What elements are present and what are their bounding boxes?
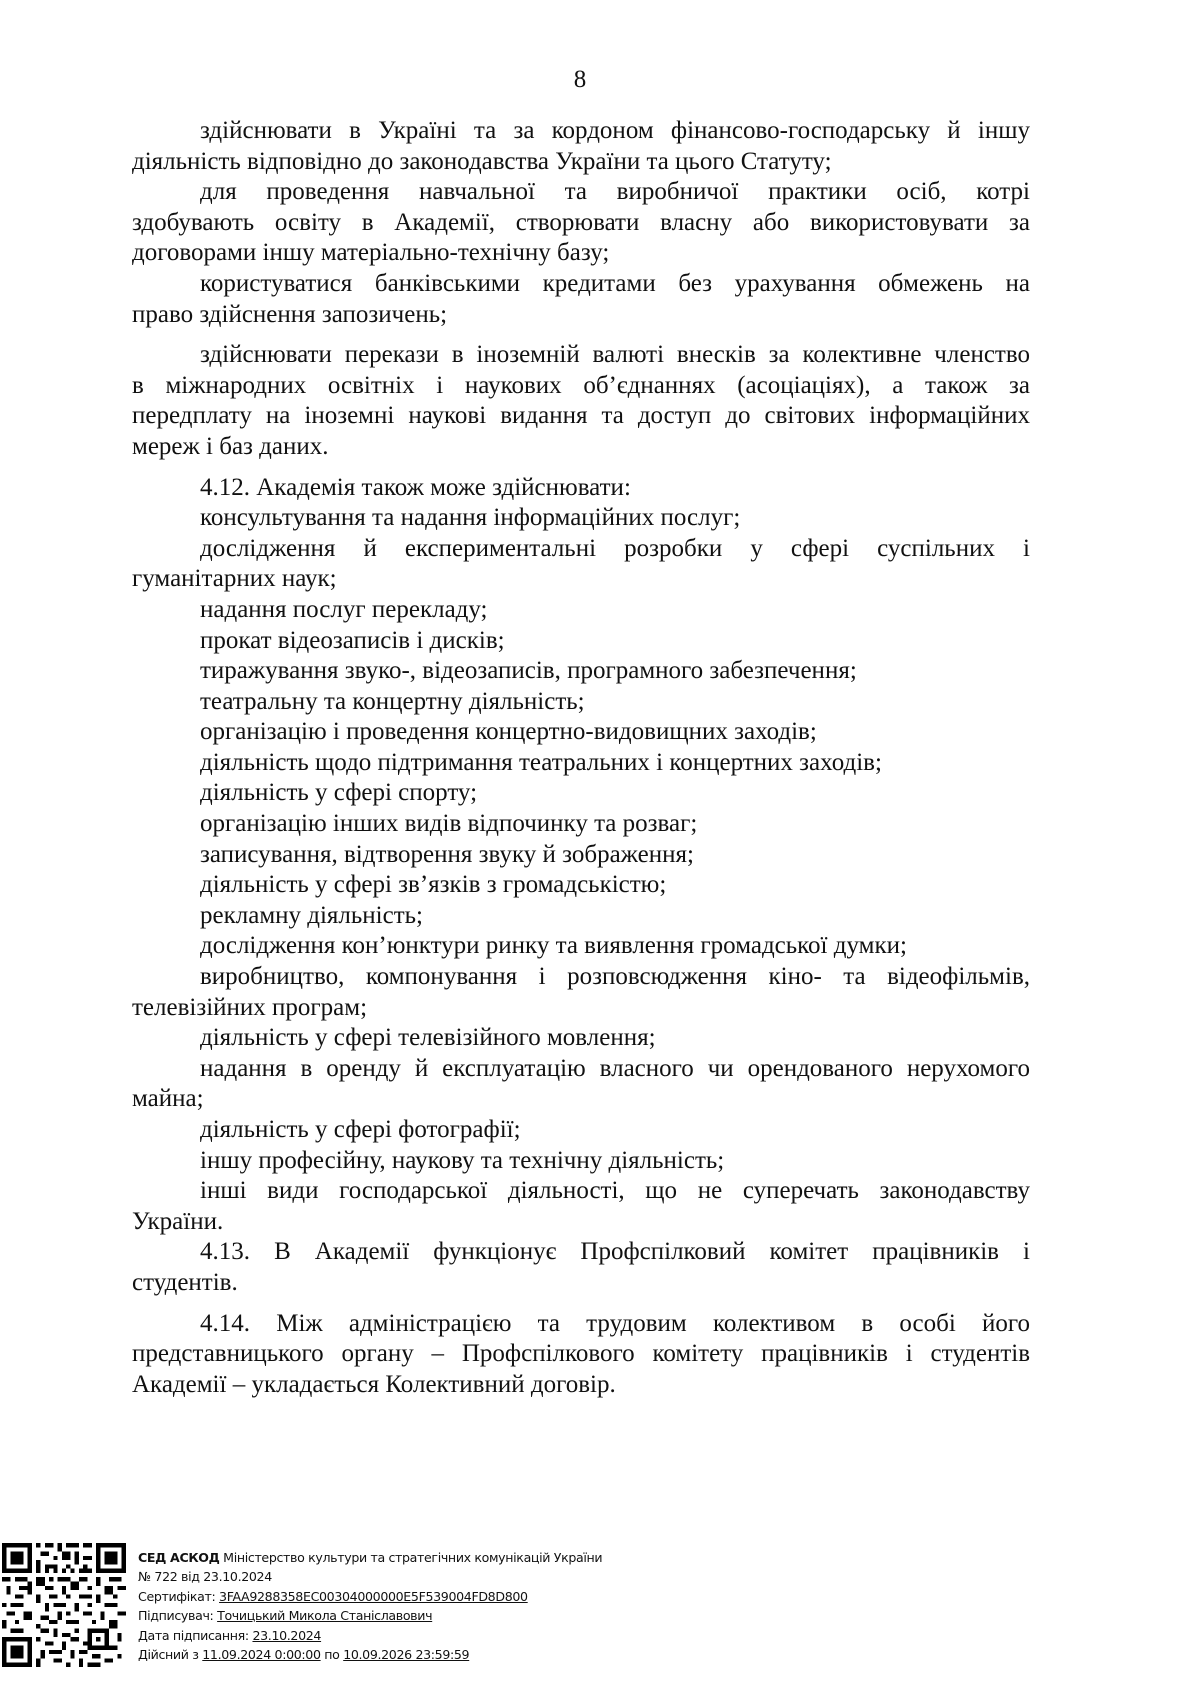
e-signature-stamp [0,1540,700,1680]
certificate-line [138,1587,602,1606]
body-line: право здійснення запозичень; [132,300,448,328]
ministry-name: Міністерство культури та стратегічних комунікацій України [223,1550,603,1565]
section-heading-4-12: 4.12. Академія також може здійснювати: [200,473,631,501]
body-line: для проведення навчальної та виробничої практики осіб, котрі [200,178,1030,206]
section-4-14-line: представницького органу – Профспілкового комітету працівників і студентів [132,1340,1030,1368]
body-line: користуватися банківськими кредитами без урахування обмежень на [200,269,1030,297]
body-line: договорами іншу матеріально-технічну базу; [132,239,610,267]
list-item: консультування та надання інформаційних послуг; [200,504,741,532]
signer-value: Точицький Микола Станіславович [217,1608,433,1624]
registration-number: № 722 від 23.10.2024 [138,1569,272,1585]
body-line: мереж і баз даних. [132,432,329,460]
stamp-system-line [138,1548,602,1567]
list-item: дослідження й експериментальні розробки у сфері суспільних і [200,534,1030,562]
body-line: передплату на іноземні наукові видання та доступ до світових інформаційних [132,402,1030,430]
qr-code-icon [2,1543,126,1667]
sign-date-line [138,1626,602,1645]
sign-date-label: Дата підписання: [138,1627,249,1643]
list-item: гуманітарних наук; [132,565,337,593]
page-number: 8 [573,66,587,93]
list-item: діяльність у сфері спорту; [200,779,478,807]
list-item: надання послуг перекладу; [200,595,488,623]
body-line: діяльність відповідно до законодавства України та цього Статуту; [132,147,832,175]
body-line: здійснювати в Україні та за кордоном фінансово-господарську й іншу [200,117,1030,144]
section-4-13-line: студентів. [132,1268,238,1296]
valid-from: 11.09.2024 0:00:00 [202,1647,321,1663]
list-item: надання в оренду й експлуатацію власного чи орендованого нерухомого [200,1054,1030,1082]
section-4-14-line: Академії – укладається Колективний договір. [132,1370,616,1398]
list-item: рекламну діяльність; [200,901,423,929]
valid-label: Дійсний з [138,1647,199,1663]
section-4-14-line: 4.14. Між адміністрацією та трудовим колективом в особі його [200,1309,1030,1337]
list-item: виробництво, компонування і розповсюдження кіно- та відеофільмів, [200,963,1030,991]
list-item: тиражування звуко-, відеозаписів, програмного забезпечення; [200,657,857,685]
list-item: майна; [132,1085,204,1113]
list-item: організацію інших видів відпочинку та розваг; [200,810,698,838]
list-item: записування, відтворення звуку й зображення; [200,840,694,868]
certificate-value: 3FAA9288358EC00304000000E5F539004FD8D800 [219,1588,528,1604]
document-body [132,116,1030,1400]
list-item: України. [132,1207,224,1235]
list-item: діяльність щодо підтримання театральних і концертних заходів; [200,748,882,776]
list-item: прокат відеозаписів і дисків; [200,626,505,654]
signer-line [138,1606,602,1625]
sign-date-value: 23.10.2024 [252,1627,322,1643]
list-item: діяльність у сфері фотографії; [200,1116,521,1143]
system-name: СЕД АСКОД [138,1550,220,1565]
list-item: діяльність у сфері телевізійного мовлення; [200,1024,656,1052]
list-item: телевізійних програм; [132,993,368,1021]
valid-to: 10.09.2026 23:59:59 [343,1647,470,1663]
signature-details [138,1548,602,1664]
list-item: театральну та концертну діяльність; [200,687,585,715]
section-4-13-line: 4.13. В Академії функціонує Профспілковий комітет працівників і [200,1238,1030,1266]
body-line: здійснювати перекази в іноземній валюті внесків за колективне членство [200,341,1030,369]
validity-line [138,1645,602,1664]
list-item: інші види господарської діяльності, що не суперечать законодавству [200,1177,1030,1205]
list-item: організацію і проведення концертно-видовищних заходів; [200,718,817,746]
certificate-label: Сертифікат: [138,1588,216,1604]
list-item: діяльність у сфері зв’язків з громадськістю; [200,871,667,899]
list-item: дослідження кон’юнктури ринку та виявлення громадської думки; [200,932,907,960]
body-line: здобувають освіту в Академії, створювати власну або використовувати за [132,208,1030,236]
valid-to-label: по [324,1647,340,1663]
list-item: іншу професійну, наукову та технічну діяльність; [200,1146,725,1174]
signer-label: Підписувач: [138,1608,214,1624]
body-line: в міжнародних освітніх і наукових об’єднаннях (асоціаціях), а також за [132,371,1030,399]
